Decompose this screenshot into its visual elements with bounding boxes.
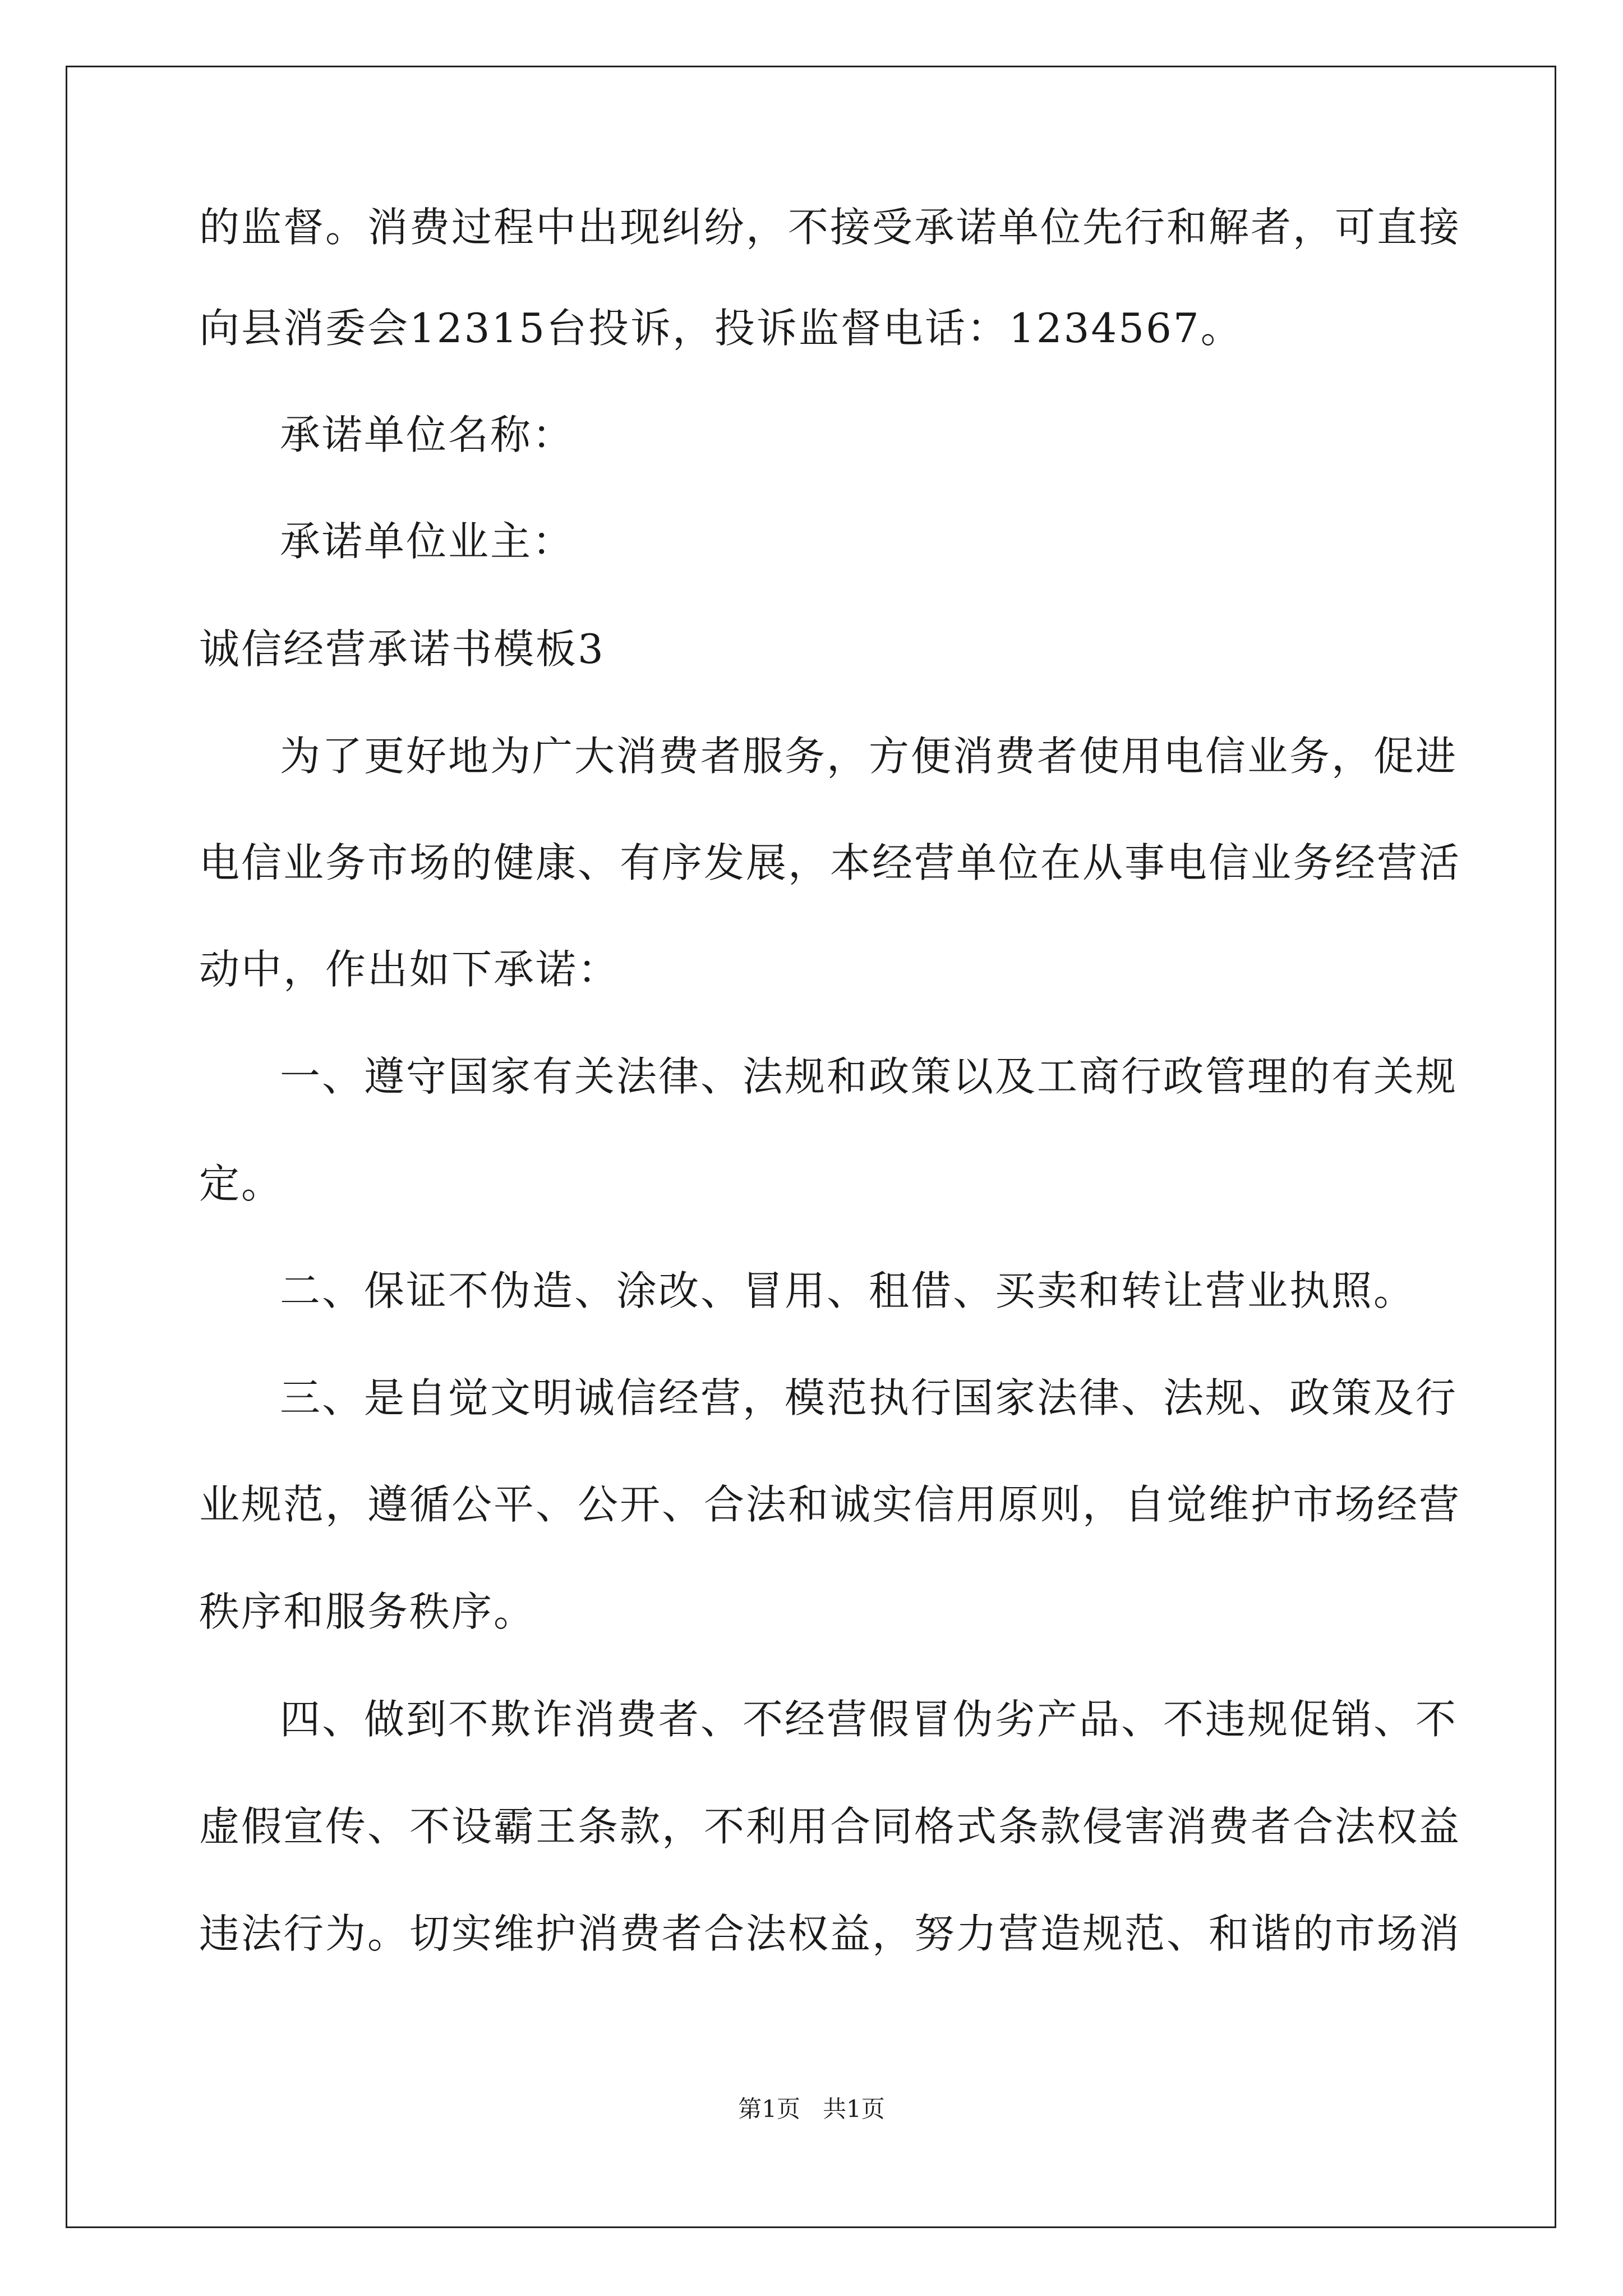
page-number-footer: 第1页 共1页 (738, 2095, 885, 2123)
signatory-name-label: 承诺单位名称： (280, 411, 575, 458)
signatory-owner-label: 承诺单位业主： (280, 518, 575, 565)
text-line: 一、遵守国家有关法律、法规和政策以及工商行政管理的有关规 (280, 1053, 1458, 1100)
text-line: 的监督。消费过程中出现纠纷，不接受承诺单位先行和解者，可直接 (199, 204, 1461, 251)
text-line: 四、做到不欺诈消费者、不经营假冒伪劣产品、不违规促销、不 (280, 1696, 1458, 1743)
text-line: 向县消委会12315台投诉，投诉监督电话：1234567。 (199, 305, 1243, 352)
text-line: 业规范，遵循公平、公开、合法和诚实信用原则，自觉维护市场经营 (199, 1481, 1461, 1528)
text-line: 二、保证不伪造、涂改、冒用、租借、买卖和转让营业执照。 (280, 1267, 1416, 1314)
page-border (66, 66, 1556, 2228)
text-line: 秩序和服务秩序。 (199, 1588, 536, 1635)
text-line: 电信业务市场的健康、有序发展，本经营单位在从事电信业务经营活 (199, 839, 1461, 886)
text-line: 动中，作出如下承诺： (199, 946, 620, 993)
text-line: 三、是自觉文明诚信经营，模范执行国家法律、法规、政策及行 (280, 1374, 1458, 1421)
text-line: 违法行为。切实维护消费者合法权益，努力营造规范、和谐的市场消 (199, 1910, 1461, 1957)
text-line: 为了更好地为广大消费者服务，方便消费者使用电信业务，促进 (280, 733, 1458, 780)
section-heading: 诚信经营承诺书模板3 (199, 625, 605, 673)
text-line: 虚假宣传、不设霸王条款，不利用合同格式条款侵害消费者合法权益 (199, 1803, 1461, 1850)
text-line: 定。 (199, 1160, 284, 1207)
